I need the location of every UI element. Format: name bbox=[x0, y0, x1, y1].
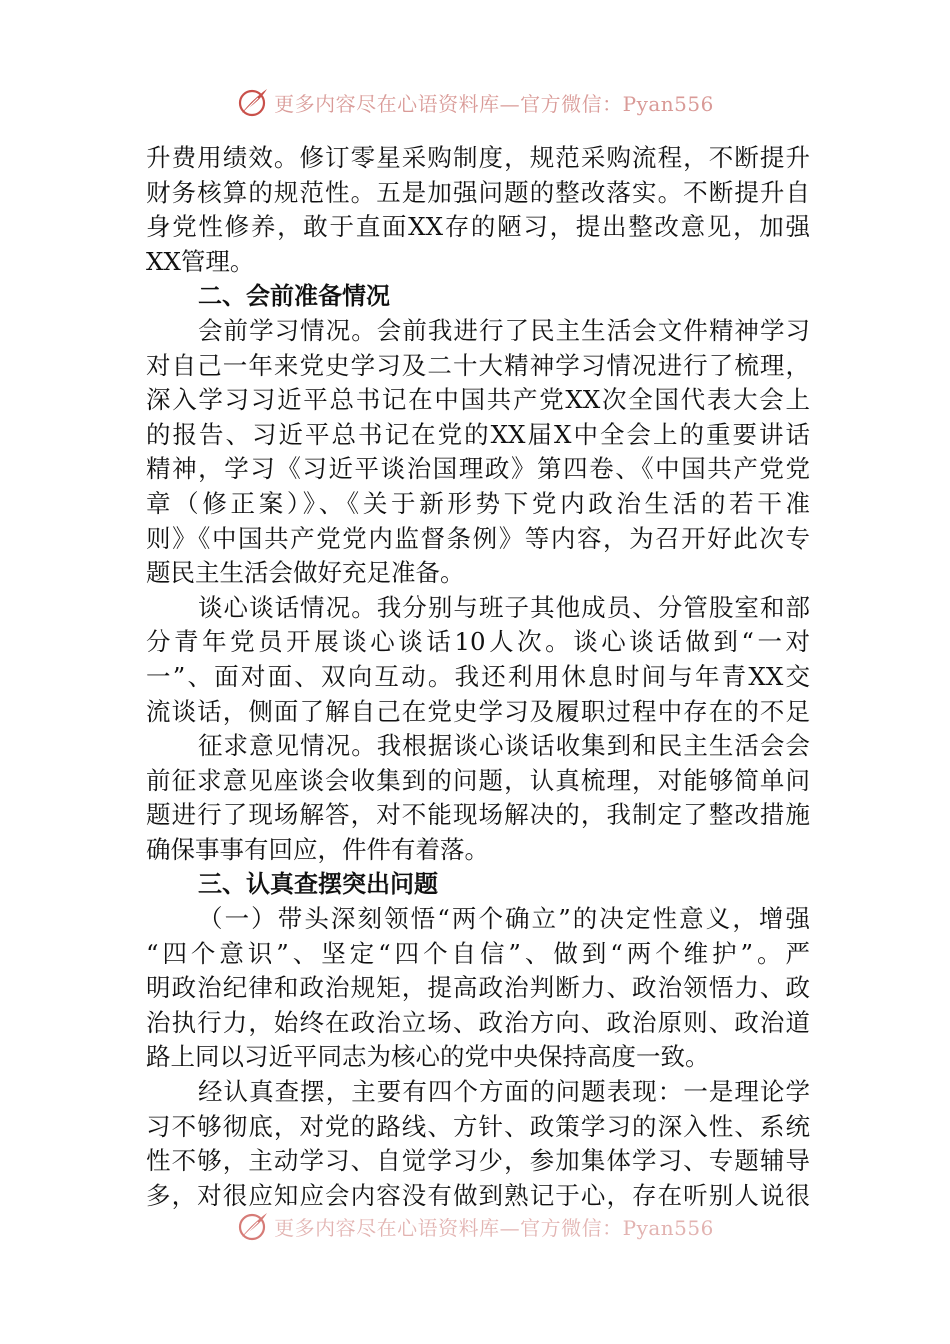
text-line: 经认真查摆，主要有四个方面的问题表现：一是理论学 bbox=[198, 1077, 810, 1107]
text-line: 对自己一年来党史学习及二十大精神学习情况进行了梳理， bbox=[146, 350, 810, 380]
text-line: 题进行了现场解答，对不能现场解决的，我制定了整改措施 bbox=[146, 800, 810, 830]
text-line: 性不够，主动学习、自觉学习少，参加集体学习、专题辅导 bbox=[146, 1146, 810, 1176]
text-line: 习不够彻底，对党的路线、方针、政策学习的深入性、系统 bbox=[146, 1111, 810, 1141]
watermark-text: 更多内容尽在心语资料库—官方微信：Pyan556 bbox=[274, 91, 714, 116]
text-line: “四个意识”、坚定“四个自信”、做到“两个维护”。严 bbox=[146, 938, 810, 968]
text-line: 深入学习习近平总书记在中国共产党XX次全国代表大会上 bbox=[146, 385, 810, 415]
section-heading: 二、会前准备情况 bbox=[198, 282, 390, 311]
text-line: XX管理。 bbox=[146, 246, 255, 276]
text-line: （一）带头深刻领悟“两个确立”的决定性意义，增强 bbox=[198, 904, 810, 934]
feather-logo-icon bbox=[236, 85, 270, 119]
footer-watermark bbox=[0, 1206, 950, 1246]
text-line: 多，对很应知应会内容没有做到熟记于心，存在听别人说很 bbox=[146, 1180, 810, 1210]
header-watermark bbox=[0, 82, 950, 122]
text-line: 一”、面对面、双向互动。我还利用休息时间与年青XX交 bbox=[146, 661, 810, 691]
text-line: 分青年党员开展谈心谈话10人次。谈心谈话做到“一对 bbox=[146, 627, 810, 657]
text-line: 流谈话，侧面了解自己在党史学习及履职过程中存在的不足 bbox=[146, 696, 810, 726]
text-line: 则》《中国共产党党内监督条例》等内容，为召开好此次专 bbox=[146, 523, 810, 553]
text-line: 章（修正案）》、《关于新形势下党内政治生活的若干准 bbox=[146, 488, 810, 518]
text-line: 谈心谈话情况。我分别与班子其他成员、分管股室和部 bbox=[198, 592, 810, 622]
body-text bbox=[146, 141, 810, 1213]
text-line: 的报告、习近平总书记在党的XX届X中全会上的重要讲话 bbox=[146, 419, 810, 449]
text-line: 精神，学习《习近平谈治国理政》第四卷、《中国共产党党 bbox=[146, 454, 810, 484]
text-line: 路上同以习近平同志为核心的党中央保持高度一致。 bbox=[146, 1042, 710, 1072]
text-line: 升费用绩效。修订零星采购制度，规范采购流程，不断提升 bbox=[146, 143, 810, 172]
text-line: 财务核算的规范性。五是加强问题的整改落实。不断提升自 bbox=[146, 177, 810, 207]
text-line: 题民主生活会做好充足准备。 bbox=[146, 558, 465, 588]
section-heading: 三、认真查摆突出问题 bbox=[198, 870, 438, 899]
text-line: 会前学习情况。会前我进行了民主生活会文件精神学习 bbox=[198, 315, 810, 345]
text-line: 前征求意见座谈会收集到的问题，认真梳理，对能够简单问 bbox=[146, 765, 810, 795]
text-line: 征求意见情况。我根据谈心谈话收集到和民主生活会会 bbox=[198, 731, 810, 761]
text-line: 身党性修养，敢于直面XX存的陋习，提出整改意见，加强 bbox=[146, 212, 810, 242]
text-line: 确保事事有回应，件件有着落。 bbox=[146, 834, 489, 864]
text-line: 治执行力，始终在政治立场、政治方向、政治原则、政治道 bbox=[146, 1007, 810, 1037]
text-line: 明政治纪律和政治规矩，提高政治判断力、政治领悟力、政 bbox=[146, 973, 810, 1003]
watermark-text: 更多内容尽在心语资料库—官方微信：Pyan556 bbox=[274, 1215, 714, 1240]
feather-logo-icon bbox=[236, 1209, 270, 1243]
